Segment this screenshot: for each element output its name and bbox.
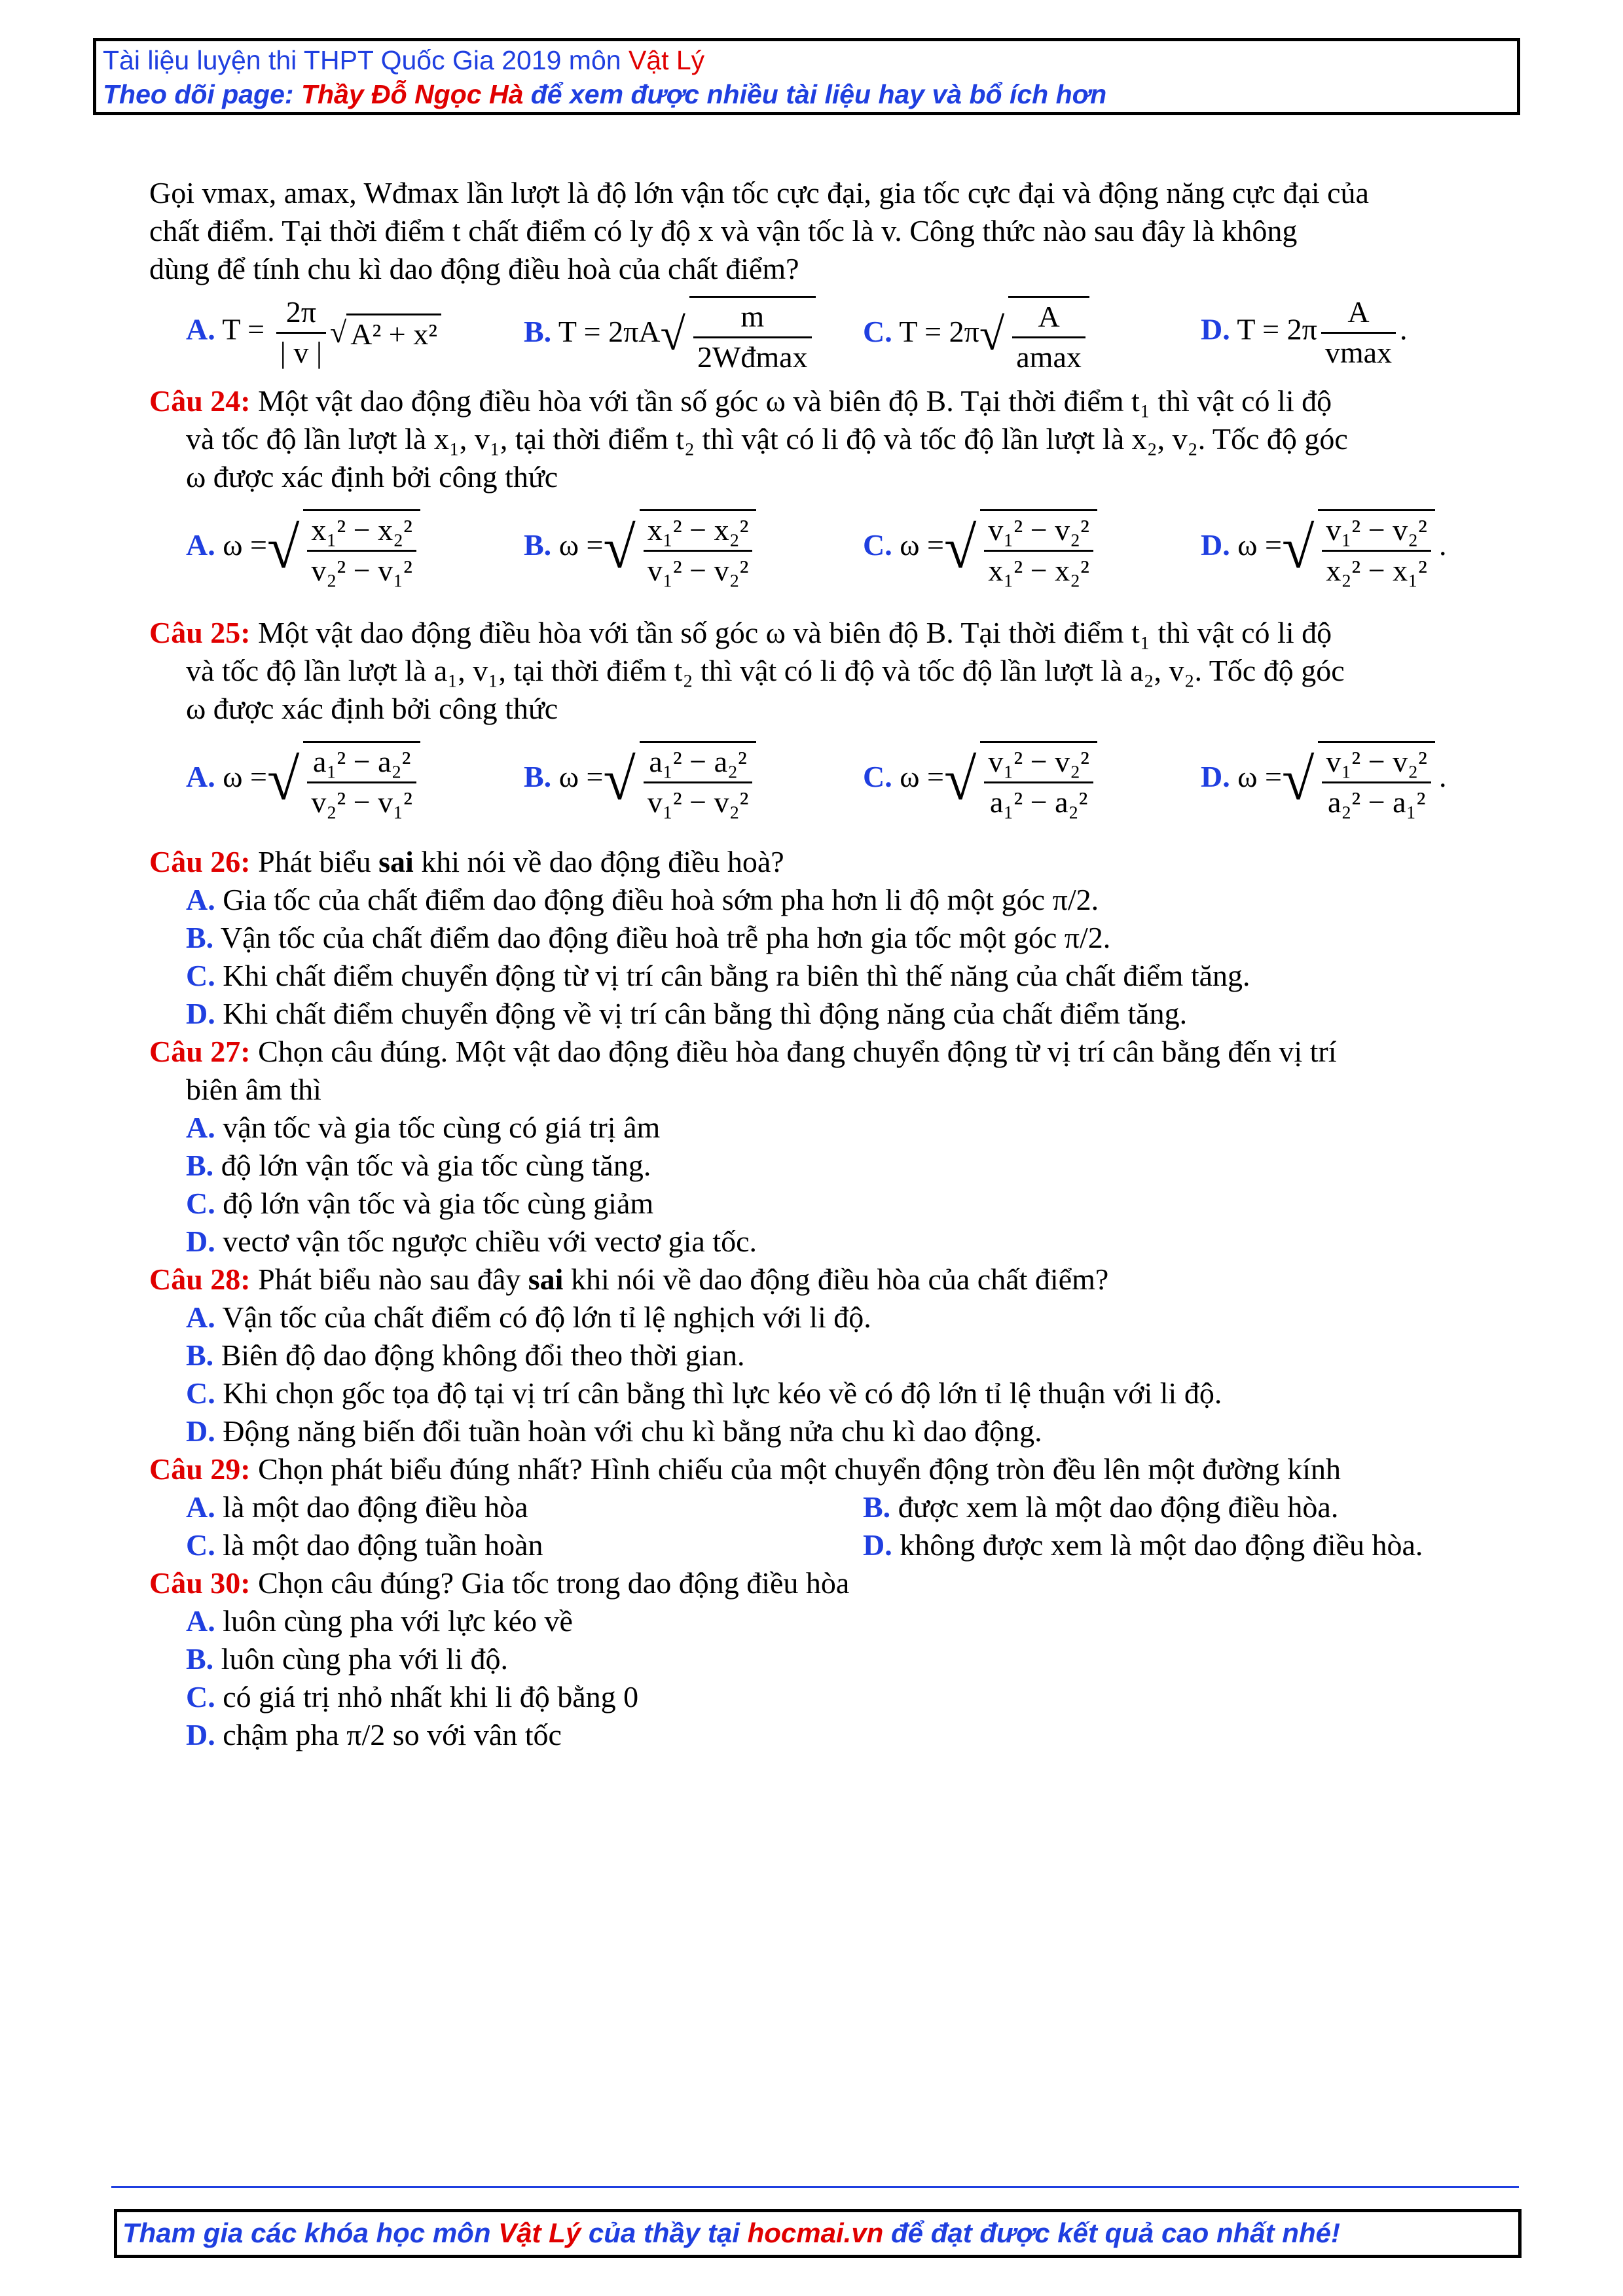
option-label: A. <box>186 1111 215 1144</box>
footer-text <box>122 2217 1340 2249</box>
formula-text: ω = <box>1237 528 1282 562</box>
q30-option-a <box>186 1606 573 1636</box>
option-text: được xem là một dao động điều hòa. <box>890 1490 1339 1524</box>
numerator: A <box>1321 296 1396 334</box>
option-label: C. <box>186 1376 215 1410</box>
option-text: Vận tốc của chất điểm dao động điều hoà trễ pha hơn gia tốc một góc π/2. <box>213 921 1111 954</box>
q27-option-b <box>186 1151 651 1181</box>
option-text: có giá trị nhỏ nhất khi li độ bằng 0 <box>215 1680 639 1713</box>
q28-option-d <box>186 1416 1042 1446</box>
intro-line-2: chất điểm. Tại thời điểm t chất điểm có ly độ x và vận tốc là v. Công thức nào sau đây là không <box>149 214 1298 247</box>
q26-question <box>149 847 784 877</box>
fraction <box>276 296 326 369</box>
question-keyword: sai <box>528 1263 564 1296</box>
option-text: độ lớn vận tốc và gia tốc cùng giảm <box>215 1187 654 1220</box>
footer-divider <box>111 2186 1519 2188</box>
q30-question <box>149 1568 849 1598</box>
option-label: D. <box>186 997 215 1030</box>
q29-option-d <box>863 1530 1423 1560</box>
q25-line-3: ω được xác định bởi công thức <box>186 692 558 725</box>
option-label: A. <box>186 883 215 916</box>
q26-option-c <box>186 961 1250 991</box>
option-label: B. <box>186 1642 214 1676</box>
fraction <box>1321 296 1396 369</box>
header-follow-label: Theo dõi page: <box>103 79 301 109</box>
numerator: m <box>693 300 812 338</box>
option-label: B. <box>186 1338 214 1372</box>
option-label: B. <box>186 1149 214 1182</box>
option-text: vận tốc và gia tốc cùng có giá trị âm <box>215 1111 661 1144</box>
sqrt-icon: √ <box>1281 747 1315 813</box>
q27-option-c <box>186 1189 653 1219</box>
formula-text: T = 2π <box>1230 312 1317 346</box>
option-label: C. <box>186 1680 215 1713</box>
fraction <box>980 741 1097 819</box>
q27-line-2: biên âm thì <box>186 1073 321 1106</box>
question-number: Câu 26: <box>149 845 251 878</box>
option-label: A. <box>186 312 215 346</box>
sqrt-icon: √ <box>603 747 636 813</box>
option-label: D. <box>1201 312 1230 346</box>
numerator: v₁² − v₂² <box>984 745 1093 783</box>
fraction <box>1008 296 1089 374</box>
denominator: v₁² − v₂² <box>647 785 749 819</box>
formula-text: T = 2π <box>892 315 979 349</box>
option-text: luôn cùng pha với lực kéo về <box>215 1604 573 1638</box>
q30-option-b <box>186 1644 508 1674</box>
option-text: Động năng biến đổi tuần hoàn với chu kì bằng nửa chu kì dao động. <box>215 1414 1042 1448</box>
question-number: Câu 28: <box>149 1263 251 1296</box>
fraction <box>1318 509 1435 587</box>
option-label: B. <box>524 760 552 794</box>
option-label: C. <box>863 315 892 349</box>
q24-option-b <box>524 509 760 587</box>
q25-option-c <box>863 741 1101 819</box>
formula-text: ω = <box>558 528 604 562</box>
q28-question <box>149 1265 1108 1295</box>
sqrt-icon: √ <box>266 747 300 813</box>
option-text: độ lớn vận tốc và gia tốc cùng tăng. <box>213 1149 651 1182</box>
q30-option-c <box>186 1682 638 1712</box>
option-text: chậm pha π/2 so với vân tốc <box>215 1718 562 1751</box>
q23-option-c <box>863 296 1093 374</box>
q27-line-1 <box>149 1037 1337 1067</box>
header-box <box>93 38 1520 115</box>
option-label: D. <box>186 1414 215 1448</box>
question-number: Câu 30: <box>149 1566 251 1600</box>
denominator: x₂² − x₁² <box>1326 553 1427 587</box>
q24-line-1 <box>149 386 1332 416</box>
footer-text-part: của thầy tại <box>581 2217 748 2248</box>
q29-question <box>149 1454 1341 1484</box>
question-text: Chọn câu đúng? Gia tốc trong dao động điều hòa <box>250 1566 850 1600</box>
question-text: Một vật dao động điều hòa với tần số góc ω và biên độ B. Tại thời điểm t₁ thì vật có li độ <box>250 616 1332 649</box>
option-label: C. <box>186 1187 215 1220</box>
footer-box <box>114 2209 1522 2258</box>
fraction <box>980 509 1097 587</box>
sqrt-icon: √ <box>330 315 347 349</box>
option-text: vectơ vận tốc ngược chiều với vectơ gia tốc. <box>215 1225 757 1258</box>
q24-option-d <box>1201 509 1446 587</box>
denominator: v₁² − v₂² <box>647 553 749 587</box>
fraction <box>640 509 757 587</box>
q24-option-a <box>186 509 424 587</box>
fraction <box>303 741 420 819</box>
q28-option-a <box>186 1302 871 1333</box>
option-label: D. <box>1201 760 1230 794</box>
option-text: Gia tốc của chất điểm dao động điều hoà sớm pha hơn li độ một góc π/2. <box>215 883 1099 916</box>
option-text: là một dao động tuần hoàn <box>215 1528 543 1562</box>
option-text: luôn cùng pha với li độ. <box>213 1642 508 1676</box>
period: . <box>1438 760 1447 794</box>
option-text: Khi chất điểm chuyển động từ vị trí cân bằng ra biên thì thế năng của chất điểm tăng. <box>215 959 1250 992</box>
option-label: C. <box>863 760 892 794</box>
formula-text: ω = <box>223 760 267 794</box>
footer-site-link[interactable]: hocmai.vn <box>747 2217 884 2248</box>
sqrt-icon: √ <box>603 516 636 581</box>
question-text: khi nói về dao động điều hoà? <box>413 845 784 878</box>
question-text: Chọn câu đúng. Một vật dao động điều hòa đang chuyển động từ vị trí cân bằng đến vị trí <box>250 1035 1337 1068</box>
option-label: A. <box>186 760 215 794</box>
option-text: Biên độ dao động không đổi theo thời gian. <box>213 1338 745 1372</box>
footer-subject: Vật Lý <box>498 2217 581 2248</box>
header-title <box>103 45 704 76</box>
question-text: Phát biểu nào sau đây <box>250 1263 528 1296</box>
radicand: A² + x² <box>346 314 441 351</box>
option-label: D. <box>1201 528 1230 562</box>
footer-text-part: Tham gia các khóa học môn <box>122 2217 499 2248</box>
period: . <box>1400 312 1408 346</box>
option-label: B. <box>186 921 214 954</box>
option-text: Khi chất điểm chuyển động về vị trí cân bằng thì động năng của chất điểm tăng. <box>215 997 1188 1030</box>
option-label: D. <box>186 1718 215 1751</box>
option-text: là một dao động điều hòa <box>215 1490 528 1524</box>
intro-line-1: Gọi vmax, amax, Wđmax lần lượt là độ lớn vận tốc cực đại, gia tốc cực đại và động năng cực đại của <box>149 176 1369 209</box>
denominator: v₂² − v₁² <box>311 785 412 819</box>
formula-text: ω = <box>223 528 267 562</box>
option-text: Vận tốc của chất điểm có độ lớn tỉ lệ nghịch với li độ. <box>215 1300 871 1334</box>
question-text: Một vật dao động điều hòa với tần số góc ω và biên độ B. Tại thời điểm t₁ thì vật có li độ <box>250 384 1332 418</box>
sqrt-icon: √ <box>1281 516 1315 581</box>
q29-option-b <box>863 1492 1338 1522</box>
intro-line-3: dùng để tính chu kì dao động điều hoà của chất điểm? <box>149 252 799 285</box>
denominator: v₂² − v₁² <box>311 553 412 587</box>
sqrt-icon: √ <box>943 516 977 581</box>
q29-option-c <box>186 1530 543 1560</box>
denominator: | v | <box>280 335 323 369</box>
fraction <box>1318 741 1435 819</box>
option-text: không được xem là một dao động điều hòa. <box>892 1528 1423 1562</box>
formula-text: ω = <box>900 528 944 562</box>
question-text: Chọn phát biểu đúng nhất? Hình chiếu của một chuyển động tròn đều lên một đường kính <box>250 1452 1341 1486</box>
option-label: C. <box>863 528 892 562</box>
formula-text: ω = <box>558 760 604 794</box>
q24-line-3: ω được xác định bởi công thức <box>186 460 558 493</box>
option-label: B. <box>863 1490 891 1524</box>
option-label: B. <box>524 315 552 349</box>
q23-option-b <box>524 296 820 374</box>
period: . <box>1438 528 1447 562</box>
q23-option-d <box>1201 296 1408 369</box>
option-label: C. <box>186 1528 215 1562</box>
denominator: amax <box>1016 340 1082 374</box>
q25-option-a <box>186 741 424 819</box>
q24-line-2: và tốc độ lần lượt là x₁, v₁, tại thời điểm t₂ thì vật có li độ và tốc độ lần lượt là x₂, v₂. Tốc độ góc <box>186 422 1348 456</box>
option-label: A. <box>186 528 215 562</box>
denominator: vmax <box>1324 335 1393 369</box>
q26-option-b <box>186 923 1110 953</box>
header-teacher-name: Thầy Đỗ Ngọc Hà <box>301 79 524 109</box>
q28-option-c <box>186 1378 1222 1408</box>
q24-option-c <box>863 509 1101 587</box>
sqrt-icon: √ <box>943 747 977 813</box>
sqrt-icon: √ <box>266 516 300 581</box>
q23-option-a <box>186 296 441 369</box>
formula-text: T = <box>215 312 272 346</box>
question-number: Câu 24: <box>149 384 251 418</box>
numerator: v₁² − v₂² <box>1322 745 1431 783</box>
question-number: Câu 25: <box>149 616 251 649</box>
formula-text: T = 2πA <box>551 315 661 349</box>
q25-option-b <box>524 741 760 819</box>
sqrt-icon: √ <box>979 310 1005 361</box>
q26-option-d <box>186 999 1187 1029</box>
numerator: a₁² − a₂² <box>644 745 753 783</box>
header-follow-text: để xem được nhiều tài liệu hay và bổ ích hơn <box>523 79 1107 109</box>
sqrt-icon: √ <box>660 310 685 361</box>
q25-option-d <box>1201 741 1446 819</box>
option-text: Khi chọn gốc tọa độ tại vị trí cân bằng thì lực kéo về có độ lớn tỉ lệ thuận với li độ. <box>215 1376 1222 1410</box>
q27-option-d <box>186 1227 757 1257</box>
formula-text: ω = <box>900 760 944 794</box>
header-subtitle <box>103 79 1106 110</box>
denominator: a₁² − a₂² <box>989 785 1088 819</box>
q27-option-a <box>186 1113 660 1143</box>
numerator: a₁² − a₂² <box>307 745 416 783</box>
fraction <box>303 509 420 587</box>
denominator: x₁² − x₂² <box>988 553 1089 587</box>
numerator: 2π <box>276 296 326 334</box>
q29-option-a <box>186 1492 528 1522</box>
option-label: D. <box>863 1528 892 1562</box>
q30-option-d <box>186 1720 562 1750</box>
fraction <box>689 296 816 374</box>
numerator: A <box>1012 300 1085 338</box>
footer-text-part: để đạt được kết quả cao nhất nhé! <box>883 2217 1340 2248</box>
option-label: A. <box>186 1300 215 1334</box>
denominator: 2Wđmax <box>697 340 808 374</box>
header-title-text: Tài liệu luyện thi THPT Quốc Gia 2019 môn <box>103 45 629 75</box>
option-label: D. <box>186 1225 215 1258</box>
denominator: a₂² − a₁² <box>1327 785 1426 819</box>
q25-line-1 <box>149 618 1332 648</box>
header-subject: Vật Lý <box>628 45 705 75</box>
numerator: v₁² − v₂² <box>1322 514 1431 552</box>
q26-option-a <box>186 885 1099 915</box>
numerator: v₁² − v₂² <box>984 514 1093 552</box>
formula-text: ω = <box>1237 760 1282 794</box>
numerator: x₁² − x₂² <box>644 514 753 552</box>
option-label: C. <box>186 959 215 992</box>
question-text: khi nói về dao động điều hòa của chất điểm? <box>563 1263 1109 1296</box>
fraction <box>640 741 757 819</box>
option-label: A. <box>186 1490 215 1524</box>
numerator: x₁² − x₂² <box>307 514 416 552</box>
question-number: Câu 27: <box>149 1035 251 1068</box>
question-text: Phát biểu <box>250 845 379 878</box>
question-keyword: sai <box>378 845 414 878</box>
q28-option-b <box>186 1340 745 1371</box>
option-label: B. <box>524 528 552 562</box>
question-number: Câu 29: <box>149 1452 251 1486</box>
option-label: A. <box>186 1604 215 1638</box>
q25-line-2: và tốc độ lần lượt là a₁, v₁, tại thời điểm t₂ thì vật có li độ và tốc độ lần lượt là a₂, v₂. Tốc độ góc <box>186 654 1345 687</box>
